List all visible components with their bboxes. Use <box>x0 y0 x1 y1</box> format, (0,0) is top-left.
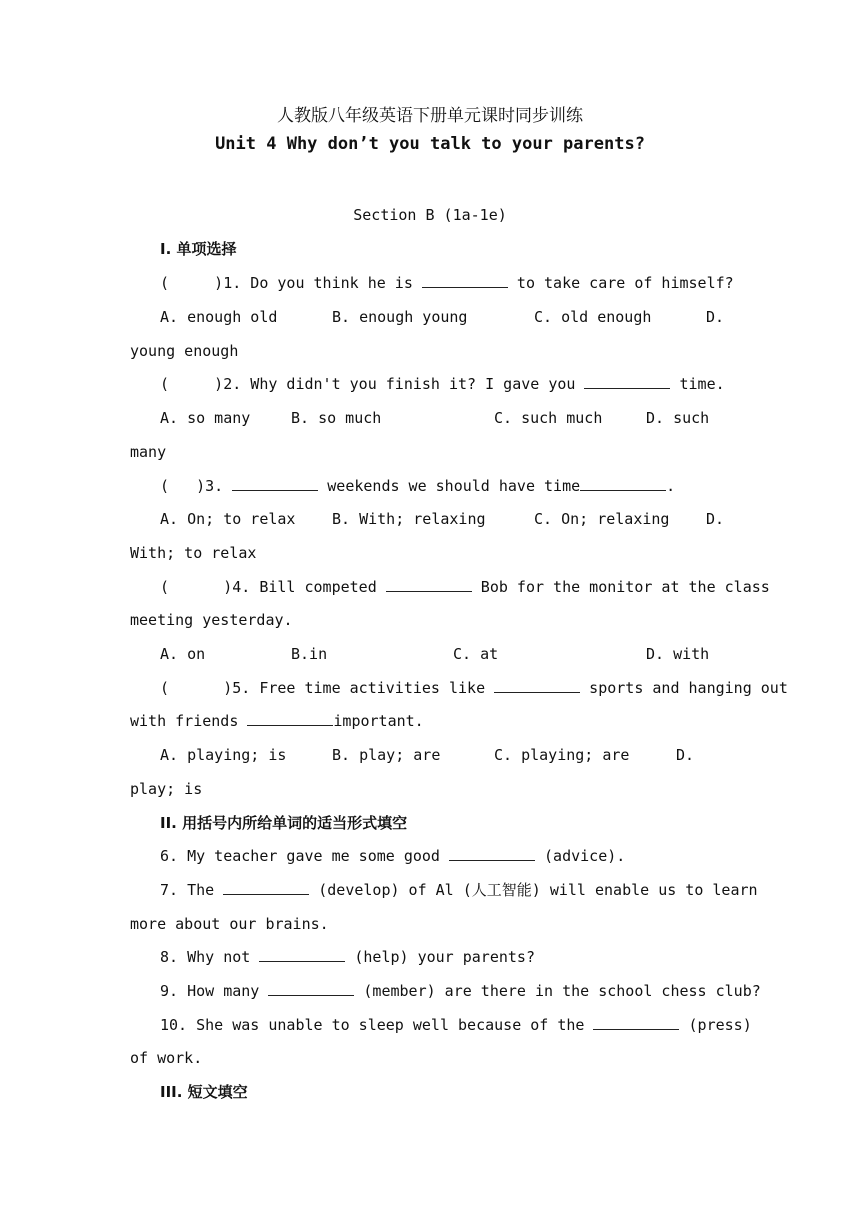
q4-blank <box>386 577 472 592</box>
part2-heading: II. 用括号内所给单词的适当形式填空 <box>160 814 408 832</box>
q3-option-b: B. With; relaxing <box>332 510 486 528</box>
q1-option-d: D. <box>706 308 725 326</box>
q6-stem-start: 6. My teacher gave me some good <box>160 847 449 865</box>
question-3 <box>160 476 675 496</box>
q7-stem-end: (develop) of Al (人工智能) will enable us to learn <box>309 881 758 899</box>
q6-stem-end: (advice). <box>534 847 626 865</box>
question-7 <box>160 880 758 900</box>
q2-option-a: A. so many <box>160 409 251 427</box>
q1-option-d-cont: young enough <box>130 342 239 360</box>
q2-option-b: B. so much <box>291 409 382 427</box>
q4-option-d: D. with <box>646 645 710 663</box>
q2-option-d: D. such <box>646 409 710 427</box>
q5-option-a: A. playing; is <box>160 746 287 764</box>
q3-option-d-cont: With; to relax <box>130 544 257 562</box>
q4-option-a: A. on <box>160 645 206 663</box>
q1-stem-end: to take care of himself? <box>507 274 734 292</box>
q5-cont-start: with friends <box>130 712 248 730</box>
q5-stem-end: sports and hanging out <box>580 679 788 697</box>
question-9 <box>160 981 761 1001</box>
question-6 <box>160 846 625 866</box>
part1-heading: I. 单项选择 <box>160 240 237 258</box>
q3-blank-1 <box>232 476 318 491</box>
part3-heading: III. 短文填空 <box>160 1083 248 1101</box>
question-8 <box>160 947 535 967</box>
q7-blank <box>223 880 309 895</box>
q5-stem-start: ( )5. Free time activities like <box>160 679 495 697</box>
q2-stem-start: ( )2. Why didn't you finish it? I gave you <box>160 375 585 393</box>
q8-stem-end: (help) your parents? <box>345 948 535 966</box>
q6-blank <box>449 846 535 861</box>
q8-blank <box>259 947 345 962</box>
q1-option-c: C. old enough <box>534 308 652 326</box>
question-1 <box>160 273 734 293</box>
q1-stem-start: ( )1. Do you think he is <box>160 274 422 292</box>
q2-blank <box>584 374 670 389</box>
q9-blank <box>268 981 354 996</box>
q3-option-c: C. On; relaxing <box>534 510 670 528</box>
q5-option-d-cont: play; is <box>130 780 203 798</box>
question-5 <box>160 678 788 698</box>
document-title-cn: 人教版八年级英语下册单元课时同步训练 <box>277 106 583 126</box>
q1-blank <box>422 273 508 288</box>
q5-cont-end: important. <box>333 712 424 730</box>
q1-option-a: A. enough old <box>160 308 278 326</box>
q3-stem-start: ( )3. <box>160 477 233 495</box>
q5-blank-2 <box>247 711 333 726</box>
q5-option-c: C. playing; are <box>494 746 630 764</box>
q4-option-c: C. at <box>453 645 499 663</box>
q3-stem-middle: weekends we should have time <box>318 477 581 495</box>
q4-option-b: B.in <box>291 645 328 663</box>
q5-option-d: D. <box>676 746 695 764</box>
q10-stem-end: (press) <box>679 1016 752 1034</box>
q2-option-d-cont: many <box>130 443 167 461</box>
q2-option-c: C. such much <box>494 409 603 427</box>
q9-stem-end: (member) are there in the school chess club? <box>354 982 761 1000</box>
q10-blank <box>593 1015 679 1030</box>
q5-option-b: B. play; are <box>332 746 441 764</box>
q2-stem-end: time. <box>670 375 725 393</box>
q5-blank-1 <box>494 678 580 693</box>
q10-stem-start: 10. She was unable to sleep well because of the <box>160 1016 594 1034</box>
q4-stem-end: Bob for the monitor at the class <box>471 578 770 596</box>
q3-stem-end: . <box>666 477 676 495</box>
q3-option-a: A. On; to relax <box>160 510 296 528</box>
q3-option-d: D. <box>706 510 725 528</box>
q5-stem-cont <box>130 711 424 731</box>
q7-stem-start: 7. The <box>160 881 224 899</box>
section-title: Section B (1a-1e) <box>353 206 507 224</box>
question-10 <box>160 1015 752 1035</box>
q7-stem-cont: more about our brains. <box>130 915 329 933</box>
question-2 <box>160 374 725 394</box>
q9-stem-start: 9. How many <box>160 982 269 1000</box>
question-4 <box>160 577 770 597</box>
q3-blank-2 <box>580 476 666 491</box>
q4-stem-start: ( )4. Bill competed <box>160 578 386 596</box>
q10-stem-cont: of work. <box>130 1049 203 1067</box>
q1-option-b: B. enough young <box>332 308 468 326</box>
q4-stem-cont: meeting yesterday. <box>130 611 293 629</box>
q8-stem-start: 8. Why not <box>160 948 260 966</box>
document-title-en: Unit 4 Why don’t you talk to your parents? <box>215 134 645 154</box>
